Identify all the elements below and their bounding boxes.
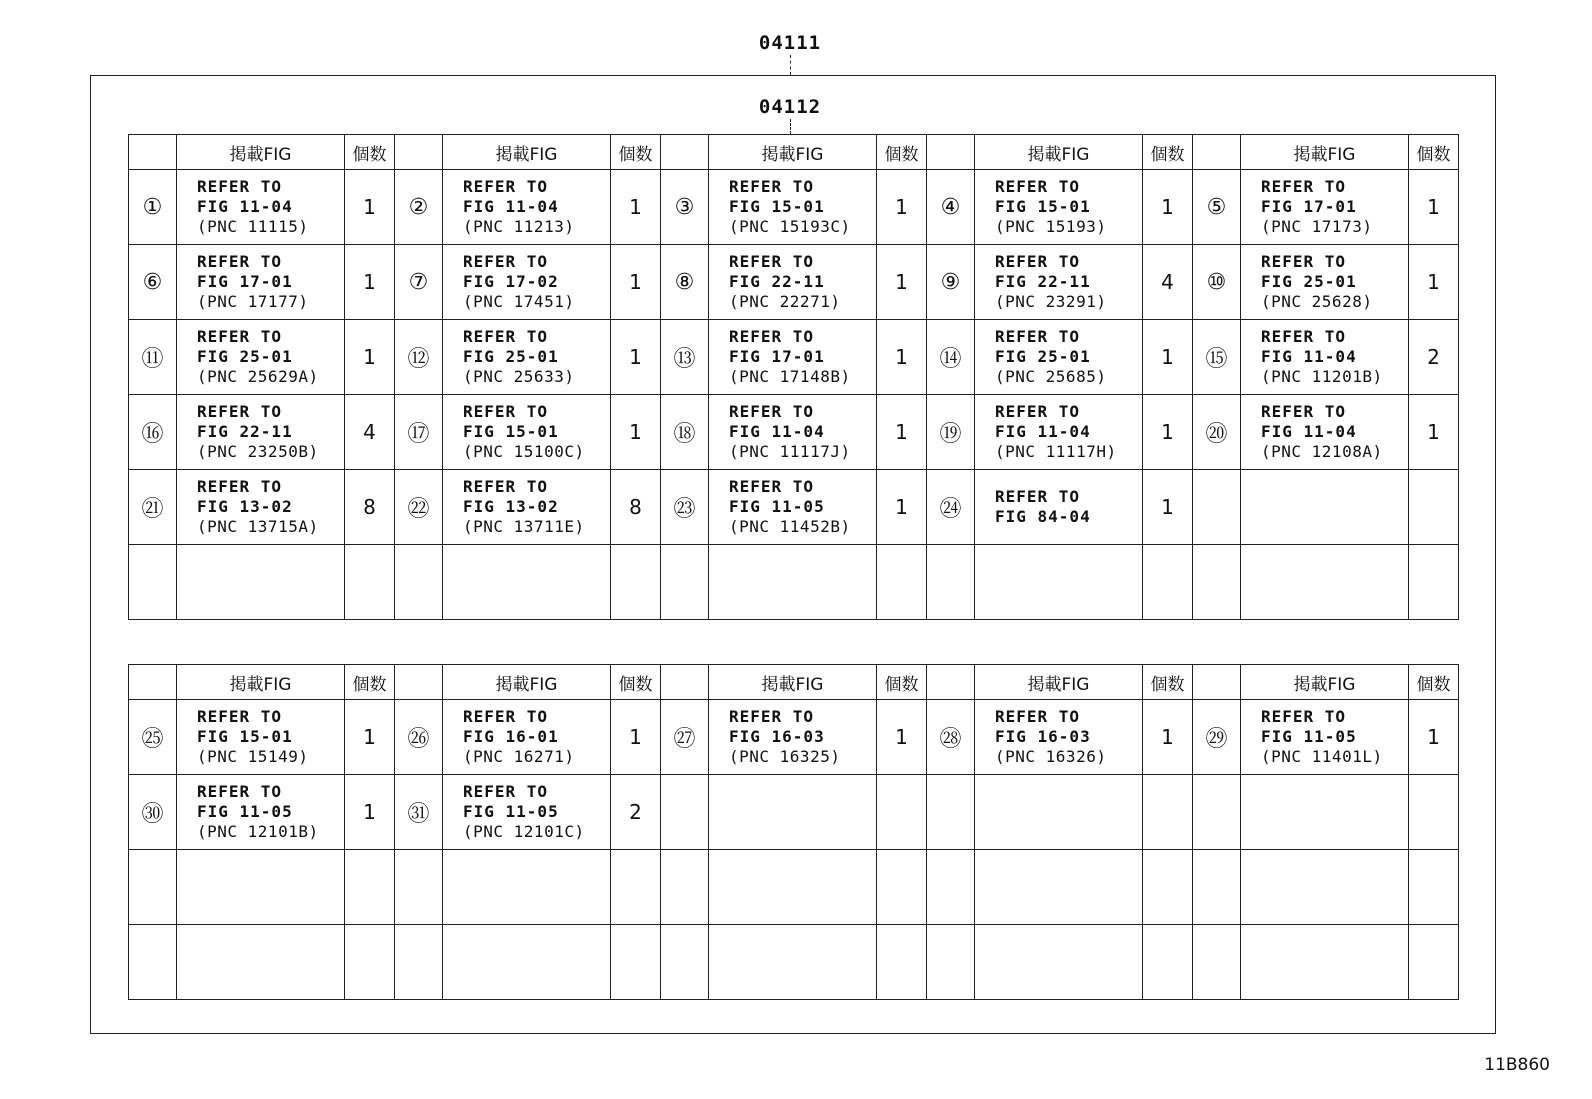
refer-to-text: REFER TO (995, 402, 1081, 421)
item-number: ㉚ (129, 775, 177, 850)
fig-number: FIG 22-11 (729, 272, 825, 291)
fig-reference (177, 700, 345, 775)
refer-to-text: REFER TO (197, 252, 283, 271)
fig-reference (177, 320, 345, 395)
item-number: ㉒ (395, 470, 443, 545)
quantity: 4 (1143, 245, 1193, 320)
pnc-code: (PNC 15149) (197, 747, 309, 766)
fig-number: FIG 11-04 (729, 422, 825, 441)
parts-table-2 (128, 664, 1459, 1000)
fig-number: FIG 84-04 (995, 507, 1091, 526)
item-number: ⑨ (927, 245, 975, 320)
item-number: ① (129, 170, 177, 245)
inner-leader-line (790, 119, 791, 134)
refer-to-text: REFER TO (995, 252, 1081, 271)
fig-number: FIG 22-11 (197, 422, 293, 441)
fig-reference (1241, 700, 1409, 775)
pnc-code: (PNC 11117H) (995, 442, 1117, 461)
parts-table-1 (128, 134, 1459, 620)
table-row (129, 245, 1459, 320)
fig-reference (443, 320, 611, 395)
fig-reference (1241, 545, 1409, 620)
item-number: ⑳ (1193, 395, 1241, 470)
item-number: ⑧ (661, 245, 709, 320)
pnc-code: (PNC 11117J) (729, 442, 851, 461)
refer-to-text: REFER TO (197, 327, 283, 346)
fig-number: FIG 25-01 (197, 347, 293, 366)
item-number (395, 925, 443, 1000)
pnc-code: (PNC 15193C) (729, 217, 851, 236)
quantity (1409, 470, 1459, 545)
fig-number: FIG 13-02 (463, 497, 559, 516)
pnc-code: (PNC 17148B) (729, 367, 851, 386)
quantity: 1 (611, 245, 661, 320)
quantity (877, 775, 927, 850)
refer-to-text: REFER TO (197, 402, 283, 421)
outer-assembly-label: 04111 (758, 32, 822, 54)
quantity (1143, 850, 1193, 925)
quantity: 1 (877, 245, 927, 320)
refer-to-text: REFER TO (463, 252, 549, 271)
fig-number: FIG 11-04 (1261, 347, 1357, 366)
refer-to-text: REFER TO (729, 252, 815, 271)
pnc-code: (PNC 11213) (463, 217, 575, 236)
item-number: ⑯ (129, 395, 177, 470)
quantity: 1 (611, 170, 661, 245)
refer-to-text: REFER TO (729, 177, 815, 196)
quantity: 1 (877, 700, 927, 775)
refer-to-text: REFER TO (463, 782, 549, 801)
header-qty: 個数 (345, 135, 395, 170)
item-number: ⑱ (661, 395, 709, 470)
pnc-code: (PNC 12108A) (1261, 442, 1383, 461)
item-number (1193, 925, 1241, 1000)
pnc-code: (PNC 17451) (463, 292, 575, 311)
item-number: ⑤ (1193, 170, 1241, 245)
header-blank-cell (129, 665, 177, 700)
refer-to-text: REFER TO (1261, 177, 1347, 196)
item-number: ㉔ (927, 470, 975, 545)
fig-reference (1241, 170, 1409, 245)
fig-reference (1241, 925, 1409, 1000)
fig-number: FIG 11-04 (463, 197, 559, 216)
item-number: ⑭ (927, 320, 975, 395)
refer-to-text: REFER TO (197, 177, 283, 196)
header-qty: 個数 (1409, 135, 1459, 170)
fig-reference (177, 775, 345, 850)
pnc-code: (PNC 25685) (995, 367, 1107, 386)
fig-number: FIG 16-01 (463, 727, 559, 746)
pnc-code: (PNC 25628) (1261, 292, 1373, 311)
fig-number: FIG 11-05 (1261, 727, 1357, 746)
item-number (927, 925, 975, 1000)
quantity: 8 (345, 470, 395, 545)
table-row (129, 545, 1459, 620)
fig-number: FIG 15-01 (197, 727, 293, 746)
fig-reference (709, 470, 877, 545)
item-number: ㉘ (927, 700, 975, 775)
quantity (877, 925, 927, 1000)
quantity: 1 (345, 245, 395, 320)
quantity (1409, 775, 1459, 850)
quantity (1409, 850, 1459, 925)
header-row (129, 665, 1459, 700)
refer-to-text: REFER TO (995, 707, 1081, 726)
fig-number: FIG 11-05 (463, 802, 559, 821)
item-number: ⑪ (129, 320, 177, 395)
quantity: 1 (877, 395, 927, 470)
header-qty: 個数 (1143, 665, 1193, 700)
pnc-code: (PNC 22271) (729, 292, 841, 311)
header-fig: 掲載FIG (177, 135, 345, 170)
header-fig: 掲載FIG (443, 665, 611, 700)
quantity (345, 545, 395, 620)
fig-reference (443, 775, 611, 850)
quantity: 1 (1143, 470, 1193, 545)
fig-number: FIG 13-02 (197, 497, 293, 516)
header-fig: 掲載FIG (1241, 135, 1409, 170)
fig-reference (709, 775, 877, 850)
header-blank-cell (927, 135, 975, 170)
quantity: 1 (611, 395, 661, 470)
quantity (877, 850, 927, 925)
item-number: ⑰ (395, 395, 443, 470)
fig-number: FIG 11-04 (197, 197, 293, 216)
item-number: ㉓ (661, 470, 709, 545)
quantity: 1 (345, 320, 395, 395)
fig-reference (975, 850, 1143, 925)
fig-number: FIG 16-03 (729, 727, 825, 746)
quantity: 1 (877, 470, 927, 545)
item-number: ② (395, 170, 443, 245)
fig-reference (1241, 395, 1409, 470)
quantity (611, 925, 661, 1000)
quantity: 1 (1143, 320, 1193, 395)
fig-reference (443, 470, 611, 545)
item-number (395, 850, 443, 925)
fig-number: FIG 15-01 (463, 422, 559, 441)
fig-reference (1241, 850, 1409, 925)
table-row (129, 170, 1459, 245)
fig-reference (443, 700, 611, 775)
fig-reference (177, 925, 345, 1000)
item-number (129, 850, 177, 925)
quantity (345, 925, 395, 1000)
refer-to-text: REFER TO (463, 177, 549, 196)
pnc-code: (PNC 12101C) (463, 822, 585, 841)
quantity: 1 (1143, 395, 1193, 470)
item-number (661, 850, 709, 925)
fig-number: FIG 25-01 (1261, 272, 1357, 291)
refer-to-text: REFER TO (1261, 707, 1347, 726)
item-number: ⑥ (129, 245, 177, 320)
fig-reference (177, 850, 345, 925)
quantity (611, 545, 661, 620)
pnc-code: (PNC 13715A) (197, 517, 319, 536)
item-number: ㉛ (395, 775, 443, 850)
fig-reference (443, 925, 611, 1000)
item-number: ㉖ (395, 700, 443, 775)
fig-reference (443, 545, 611, 620)
quantity: 8 (611, 470, 661, 545)
fig-reference (1241, 320, 1409, 395)
pnc-code: (PNC 13711E) (463, 517, 585, 536)
header-blank-cell (1193, 135, 1241, 170)
table-row (129, 700, 1459, 775)
item-number: ㉗ (661, 700, 709, 775)
pnc-code: (PNC 17173) (1261, 217, 1373, 236)
header-blank-cell (1193, 665, 1241, 700)
item-number: ④ (927, 170, 975, 245)
fig-number: FIG 16-03 (995, 727, 1091, 746)
pnc-code: (PNC 15193) (995, 217, 1107, 236)
header-qty: 個数 (877, 135, 927, 170)
fig-number: FIG 11-04 (1261, 422, 1357, 441)
pnc-code: (PNC 12101B) (197, 822, 319, 841)
table-row (129, 470, 1459, 545)
pnc-code: (PNC 16325) (729, 747, 841, 766)
fig-number: FIG 17-01 (729, 347, 825, 366)
item-number (1193, 545, 1241, 620)
fig-reference (975, 775, 1143, 850)
quantity: 1 (611, 700, 661, 775)
quantity: 2 (1409, 320, 1459, 395)
refer-to-text: REFER TO (729, 477, 815, 496)
header-fig: 掲載FIG (177, 665, 345, 700)
refer-to-text: REFER TO (463, 477, 549, 496)
fig-reference (1241, 470, 1409, 545)
header-qty: 個数 (877, 665, 927, 700)
item-number (129, 925, 177, 1000)
fig-reference (177, 170, 345, 245)
quantity: 1 (345, 700, 395, 775)
refer-to-text: REFER TO (1261, 402, 1347, 421)
header-qty: 個数 (611, 665, 661, 700)
item-number (395, 545, 443, 620)
item-number (1193, 470, 1241, 545)
quantity: 1 (1409, 395, 1459, 470)
header-fig: 掲載FIG (709, 135, 877, 170)
fig-reference (975, 395, 1143, 470)
refer-to-text: REFER TO (729, 327, 815, 346)
header-blank-cell (395, 135, 443, 170)
table-row (129, 925, 1459, 1000)
quantity (1409, 925, 1459, 1000)
quantity (611, 850, 661, 925)
fig-reference (709, 395, 877, 470)
fig-reference (443, 170, 611, 245)
fig-reference (975, 320, 1143, 395)
item-number: ⑫ (395, 320, 443, 395)
table-row (129, 395, 1459, 470)
header-blank-cell (661, 135, 709, 170)
pnc-code: (PNC 23250B) (197, 442, 319, 461)
fig-reference (709, 850, 877, 925)
item-number: ⑮ (1193, 320, 1241, 395)
item-number (927, 545, 975, 620)
item-number: ㉙ (1193, 700, 1241, 775)
refer-to-text: REFER TO (463, 327, 549, 346)
header-qty: 個数 (1143, 135, 1193, 170)
item-number (1193, 850, 1241, 925)
item-number (129, 545, 177, 620)
fig-reference (177, 470, 345, 545)
header-fig: 掲載FIG (975, 135, 1143, 170)
fig-number: FIG 25-01 (463, 347, 559, 366)
fig-reference (975, 470, 1143, 545)
item-number (927, 850, 975, 925)
pnc-code: (PNC 11201B) (1261, 367, 1383, 386)
fig-number: FIG 15-01 (995, 197, 1091, 216)
quantity (1143, 925, 1193, 1000)
fig-reference (975, 245, 1143, 320)
header-qty: 個数 (611, 135, 661, 170)
fig-number: FIG 17-01 (197, 272, 293, 291)
fig-reference (709, 320, 877, 395)
fig-number: FIG 17-02 (463, 272, 559, 291)
refer-to-text: REFER TO (197, 707, 283, 726)
fig-number: FIG 17-01 (1261, 197, 1357, 216)
refer-to-text: REFER TO (197, 782, 283, 801)
pnc-code: (PNC 25633) (463, 367, 575, 386)
item-number: ⑦ (395, 245, 443, 320)
refer-to-text: REFER TO (197, 477, 283, 496)
quantity: 1 (1409, 170, 1459, 245)
fig-reference (177, 545, 345, 620)
item-number: ⑲ (927, 395, 975, 470)
fig-number: FIG 11-04 (995, 422, 1091, 441)
fig-reference (1241, 775, 1409, 850)
fig-number: FIG 11-05 (729, 497, 825, 516)
item-number: ㉕ (129, 700, 177, 775)
quantity: 4 (345, 395, 395, 470)
refer-to-text: REFER TO (729, 402, 815, 421)
item-number (661, 545, 709, 620)
refer-to-text: REFER TO (1261, 327, 1347, 346)
quantity (1143, 775, 1193, 850)
pnc-code: (PNC 23291) (995, 292, 1107, 311)
header-fig: 掲載FIG (1241, 665, 1409, 700)
fig-reference (177, 245, 345, 320)
fig-reference (443, 395, 611, 470)
pnc-code: (PNC 11452B) (729, 517, 851, 536)
fig-reference (443, 245, 611, 320)
item-number (927, 775, 975, 850)
quantity: 1 (1409, 245, 1459, 320)
pnc-code: (PNC 16271) (463, 747, 575, 766)
quantity: 2 (611, 775, 661, 850)
refer-to-text: REFER TO (729, 707, 815, 726)
header-blank-cell (129, 135, 177, 170)
quantity: 1 (877, 170, 927, 245)
outer-leader-line (790, 55, 791, 75)
pnc-code: (PNC 17177) (197, 292, 309, 311)
item-number: ⑬ (661, 320, 709, 395)
refer-to-text: REFER TO (995, 327, 1081, 346)
pnc-code: (PNC 11401L) (1261, 747, 1383, 766)
fig-reference (443, 850, 611, 925)
header-fig: 掲載FIG (709, 665, 877, 700)
item-number (661, 925, 709, 1000)
header-row (129, 135, 1459, 170)
fig-reference (709, 700, 877, 775)
item-number (1193, 775, 1241, 850)
fig-reference (709, 245, 877, 320)
quantity: 1 (1143, 700, 1193, 775)
refer-to-text: REFER TO (463, 707, 549, 726)
fig-reference (709, 925, 877, 1000)
pnc-code: (PNC 11115) (197, 217, 309, 236)
refer-to-text: REFER TO (1261, 252, 1347, 271)
quantity: 1 (1409, 700, 1459, 775)
quantity (1143, 545, 1193, 620)
quantity: 1 (1143, 170, 1193, 245)
fig-reference (975, 925, 1143, 1000)
quantity: 1 (611, 320, 661, 395)
fig-number: FIG 25-01 (995, 347, 1091, 366)
header-qty: 個数 (345, 665, 395, 700)
fig-reference (1241, 245, 1409, 320)
header-blank-cell (927, 665, 975, 700)
pnc-code: (PNC 16326) (995, 747, 1107, 766)
item-number: ③ (661, 170, 709, 245)
table-row (129, 320, 1459, 395)
drawing-code: 11B860 (1484, 1055, 1550, 1075)
fig-reference (975, 545, 1143, 620)
quantity: 1 (345, 775, 395, 850)
fig-reference (975, 170, 1143, 245)
table-row (129, 850, 1459, 925)
fig-reference (709, 170, 877, 245)
inner-assembly-label: 04112 (758, 96, 822, 118)
quantity: 1 (345, 170, 395, 245)
header-fig: 掲載FIG (443, 135, 611, 170)
quantity (877, 545, 927, 620)
item-number: ㉑ (129, 470, 177, 545)
fig-reference (975, 700, 1143, 775)
item-number: ⑩ (1193, 245, 1241, 320)
quantity: 1 (877, 320, 927, 395)
pnc-code: (PNC 15100C) (463, 442, 585, 461)
header-fig: 掲載FIG (975, 665, 1143, 700)
refer-to-text: REFER TO (463, 402, 549, 421)
header-blank-cell (661, 665, 709, 700)
header-qty: 個数 (1409, 665, 1459, 700)
fig-reference (709, 545, 877, 620)
fig-number: FIG 15-01 (729, 197, 825, 216)
quantity (1409, 545, 1459, 620)
fig-number: FIG 22-11 (995, 272, 1091, 291)
refer-to-text: REFER TO (995, 177, 1081, 196)
table-row (129, 775, 1459, 850)
quantity (345, 850, 395, 925)
item-number (661, 775, 709, 850)
header-blank-cell (395, 665, 443, 700)
fig-number: FIG 11-05 (197, 802, 293, 821)
pnc-code: (PNC 25629A) (197, 367, 319, 386)
fig-reference (177, 395, 345, 470)
refer-to-text: REFER TO (995, 487, 1081, 506)
